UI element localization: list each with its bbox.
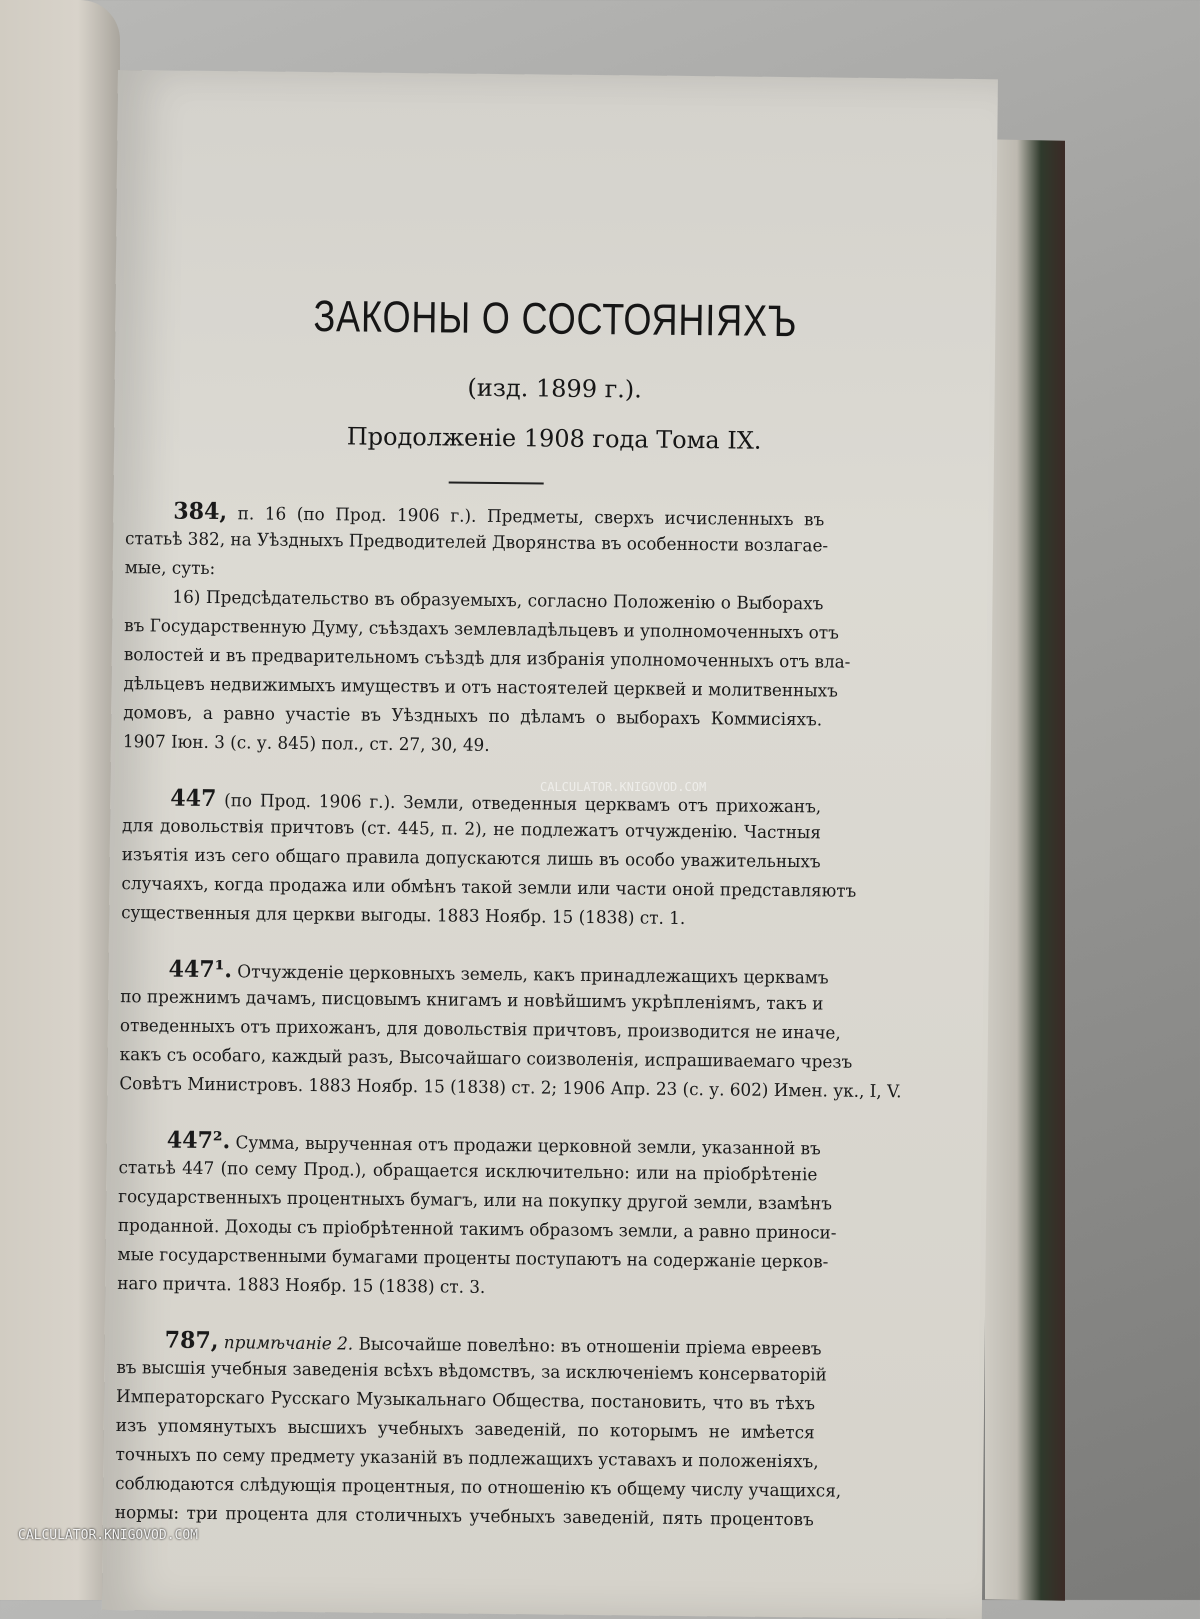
text-line: мые государственными бумагами проценты поступаютъ на содержаніе церков- [117,1245,829,1273]
text-line: статьѣ 447 (по сему Прод.), обращается исключительно: или на пріобрѣтеніе [118,1158,818,1186]
article-number: 447 [170,784,217,813]
text-line: мые, суть: [124,558,216,580]
article-section [119,954,902,1106]
text-line: государственныхъ процентныхъ бумагъ, или на покупку другой земли, взамѣнъ [118,1187,833,1215]
text-line: точныхъ по сему предмету указаній въ подлежащихъ уставахъ и положеніяхъ, [115,1445,819,1473]
text-line: изъятія изъ сего общаго правила допускаются лишь въ особо уважительныхъ [121,845,821,873]
text-line: домовъ, а равно участіе въ Уѣздныхъ по дѣламъ о выборахъ Коммисіяхъ. [123,703,823,731]
text-line: 16) Предсѣдательство въ образуемыхъ, согласно Положенію о Выборахъ [172,587,824,615]
text-line: для довольствія причтовъ (ст. 445, п. 2), не подлежатъ отчужденію. Частныя [121,816,822,844]
text-line: Совѣтъ Министровъ. 1883 Ноябр. 15 (1838) ст. 2; 1906 Апр. 23 (с. у. 602) Имен. ук., I, V. [119,1074,902,1103]
text-line: въ высшія учебныя заведенія всѣхъ вѣдомствъ, за исключеніемъ консерваторій [116,1358,827,1386]
article-lead-text: п. 16 (по Прод. 1906 г.). Предметы, сверхъ исчисленныхъ въ [227,504,825,531]
text-line: существенныя для церкви выгоды. 1883 Ноябр. 15 (1838) ст. 1. [121,903,686,929]
page-body [114,482,902,1535]
article-section [114,1325,842,1535]
text-line: статьѣ 382, на Уѣздныхъ Предводителей Дворянства въ особенности возлагае- [124,529,829,557]
text-line: дѣльцевъ недвижимыхъ имуществъ и отъ настоятелей церквей и молитвенныхъ [123,674,838,702]
article-number: 384, [173,497,228,526]
article-lead-text: Сумма, вырученная отъ продажи церковной земли, указанной въ [230,1133,821,1160]
article-section [117,1125,837,1306]
page-title: ЗАКОНЫ О СОСТОЯНІЯХЪ [313,292,798,347]
text-line: Императорскаго Русскаго Музыкальнаго Общества, постановить, что въ тѣхъ [115,1387,816,1415]
text-line: соблюдаются слѣдующія процентныя, по отношенію къ общему числу учащихся, [115,1474,842,1502]
article-number: 447¹. [168,955,233,984]
article-number: 787, [164,1326,219,1355]
text-line: проданной. Доходы съ пріобрѣтенной такимъ образомъ земли, а равно приноси- [117,1216,837,1244]
left-page [0,0,120,1600]
article-lead-text: Отчужденіе церковныхъ земель, какъ принадлежащихъ церквамъ [231,962,829,989]
text-line: нормы: три процента для столичныхъ учебныхъ заведеній, пять процентовъ [114,1503,814,1531]
text-line: наго причта. 1883 Ноябр. 15 (1838) ст. 3. [117,1274,486,1298]
article-section [122,496,851,764]
watermark-center: CALCULATOR.KNIGOVOD.COM [540,780,707,794]
article-lead-text: Высочайше повелѣно: въ отношеніи пріема евреевъ [353,1334,822,1360]
article-note-label: примѣчаніе 2. [218,1333,354,1355]
page-subtitle: Продолженіе 1908 года Тома IX. [346,422,762,455]
text-line: отведенныхъ отъ прихожанъ, для довольствія причтовъ, производится не иначе, [119,1016,841,1044]
text-line: 1907 Іюн. 3 (с. у. 845) пол., ст. 27, 30, 49. [122,732,490,756]
title-rule [449,481,544,484]
edition-note: (изд. 1899 г.). [467,373,643,404]
text-line: волостей и въ предварительномъ съѣздѣ для избранія уполномоченныхъ отъ вла- [123,645,851,673]
text-line: какъ съ особаго, каждый разъ, Высочайшаго соизволенія, испрашиваемаго чрезъ [119,1045,853,1073]
text-line: случаяхъ, когда продажа или обмѣнъ такой земли или части оной представляютъ [121,874,857,902]
article-lead-text: (по Прод. 1906 г.). Земли, отведенныя церквамъ отъ прихожанъ, [216,791,822,818]
book-fore-edge [985,139,1065,1600]
text-line: въ Государственную Думу, съѣздахъ землевладѣльцевъ и уполномоченныхъ отъ [124,616,839,644]
text-line: по прежнимъ дачамъ, писцовымъ книгамъ и новѣйшимъ укрѣпленіямъ, такъ и [120,987,824,1015]
watermark-bottom: CALCULATOR.KNIGOVOD.COM [18,1528,199,1543]
text-line: изъ упомянутыхъ высшихъ учебныхъ заведеній, по которымъ не имѣется [115,1416,815,1444]
article-section [121,783,857,935]
article-number: 447². [166,1126,231,1155]
book-page [102,70,998,1619]
